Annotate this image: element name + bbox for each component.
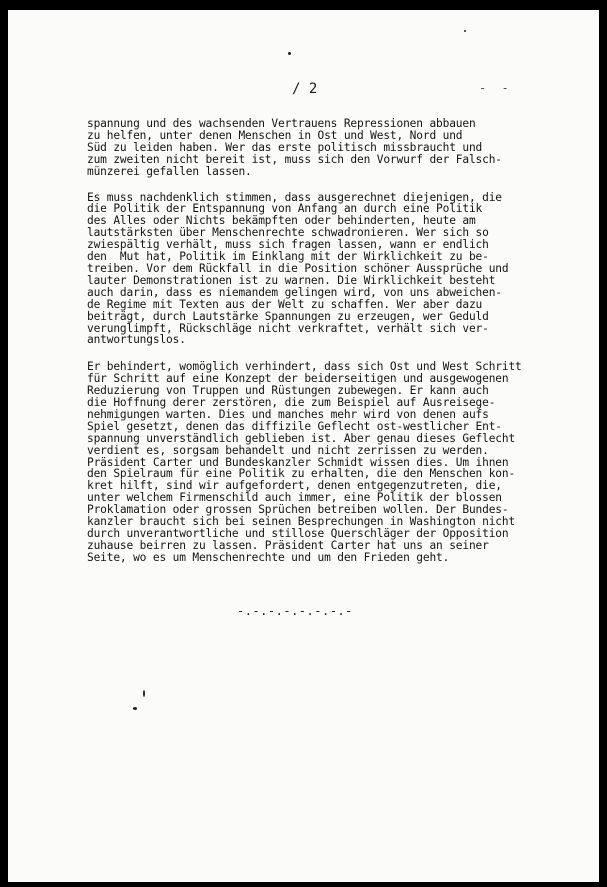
text-line: zwiespältig verhält, muss sich fragen lassen, wann er endlich (87, 238, 489, 252)
text-line: verunglimpft, Rückschläge nicht verkraftet, verhält sich ver- (87, 321, 489, 335)
text-line: zu helfen, unter denen Menschen in Ost und West, Nord und (87, 128, 463, 142)
text-line: beiträgt, durch Lautstärke Spannungen zu erzeugen, wer Geduld (87, 309, 489, 323)
scan-speck (133, 707, 137, 710)
text-line: münzerei gefallen lassen. (87, 164, 252, 178)
text-line: Proklamation oder grossen Sprüchen betreiben wollen. Der Bundes- (87, 503, 509, 517)
text-line: zuhause beirren zu lassen. Präsident Carter hat uns an seiner (87, 538, 489, 552)
text-line: auch darin, dass es niemandem gelingen wird, von uns abweichen- (87, 285, 502, 299)
section-divider: -.-.-.-.-.-.-.- (237, 604, 353, 618)
scan-speck (464, 30, 466, 32)
text-line: Er behindert, womöglich verhindert, dass sich Ost und West Schritt (87, 360, 522, 374)
text-line: lautstärksten über Menschenrechte schwadronieren. Wer sich so (87, 226, 489, 240)
page-number: / 2 (292, 81, 318, 97)
paragraph (87, 192, 567, 347)
text-line: treiben. Vor dem Rückfall in die Position schöner Aussprüche und (87, 261, 509, 275)
document-page (8, 10, 599, 882)
text-line: die Hoffnung derer zerstören, die zum Beispiel auf Ausreisege- (87, 396, 496, 410)
paragraph (87, 118, 567, 178)
text-line: Seite, wo es um Menschenrechte und um den Frieden geht. (87, 550, 450, 564)
text-line: Präsident Carter und Bundeskanzler Schmidt wissen dies. Um ihnen (87, 455, 509, 469)
text-line: Spiel gesetzt, denen das diffizile Geflecht ost-westlicher Ent- (87, 419, 502, 433)
text-line: spannung unverständlich geblieben ist. Aber genau dieses Geflecht (87, 431, 516, 445)
text-line: den Mut hat, Politik im Einklang mit der Wirklichkeit zu be- (87, 250, 489, 264)
text-line: den Spielraum für eine Politik zu erhalten, die den Menschen kon- (87, 467, 516, 481)
text-line: Süd zu leiden haben. Wer das erste politisch missbraucht und (87, 140, 483, 154)
text-line: Reduzierung von Truppen und Rüstungen zubewegen. Er kann auch (87, 384, 489, 398)
paragraph (87, 361, 567, 563)
text-line: unter welchem Firmenschild auch immer, eine Politik der blossen (87, 491, 502, 505)
text-line: kanzler braucht sich bei seinen Besprechungen in Washington nicht (87, 515, 516, 529)
scan-speck (143, 690, 145, 697)
text-line: de Regime mit Texten aus der Welt zu schaffen. Wer aber dazu (87, 297, 483, 311)
text-line: für Schritt auf eine Konzept der beiderseitigen und ausgewogenen (87, 372, 509, 386)
scan-speck (288, 52, 291, 55)
text-line: Es muss nachdenklich stimmen, dass ausgerechnet diejenigen, die (87, 190, 502, 204)
text-line: zum zweiten nicht bereit ist, muss sich den Vorwurf der Falsch- (87, 152, 502, 166)
corner-mark: - - (479, 81, 513, 95)
text-line: lauter Demonstrationen ist zu warnen. Die Wirklichkeit besteht (87, 273, 496, 287)
text-line: nehmigungen warten. Dies und manches mehr wird von denen aufs (87, 407, 489, 421)
text-line: verdient es, sorgsam behandelt und nicht zerrissen zu werden. (87, 443, 489, 457)
body-text (87, 118, 567, 564)
text-line: durch unverantwortliche und stillose Querschläger der Opposition (87, 527, 509, 540)
text-line: die Politik der Entspannung von Anfang an durch eine Politik (87, 202, 483, 216)
text-line: des Alles oder Nichts bekämpften oder behinderten, heute am (87, 214, 476, 228)
text-line: antwortungslos. (87, 333, 186, 347)
text-line: spannung und des wachsenden Vertrauens Repressionen abbauen (87, 117, 476, 130)
text-line: kret hilft, sind wir aufgefordert, denen entgegenzutreten, die, (87, 479, 502, 493)
